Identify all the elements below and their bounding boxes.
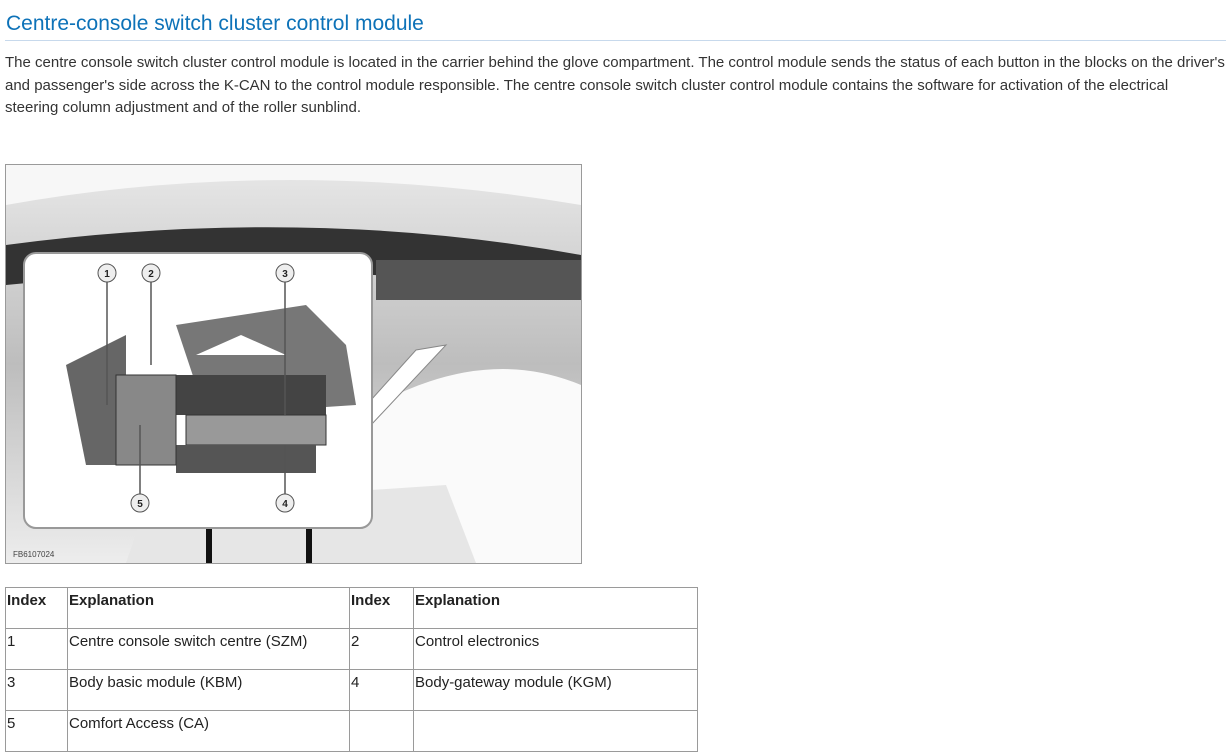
- module-location-illustration: [5, 164, 582, 564]
- explanation-cell: [414, 711, 698, 752]
- callout-4: [276, 494, 294, 512]
- index-cell: [350, 711, 414, 752]
- header-index: Index: [6, 588, 68, 629]
- description-paragraph: The centre console switch cluster control module is located in the carrier behind the glove compartment. The control module sends the status of each button in the blocks on the driver's and passenger's side across the K-CAN to the control module responsible. The centre console switch cluster control module contains the software for activation of the electrical steering column adjustment and of the roller sunblind.: [5, 54, 1225, 116]
- index-cell: 5: [6, 711, 68, 752]
- explanation-cell: Comfort Access (CA): [68, 711, 350, 752]
- svg-text:2: 2: [148, 269, 154, 280]
- table-row: [6, 670, 698, 711]
- svg-text:1: 1: [104, 269, 110, 280]
- table-row: [6, 629, 698, 670]
- svg-text:3: 3: [282, 269, 288, 280]
- index-cell: 2: [350, 629, 414, 670]
- callout-5: [131, 494, 149, 512]
- index-cell: 3: [6, 670, 68, 711]
- callout-1: [98, 264, 116, 282]
- callout-2: [142, 264, 160, 282]
- svg-text:5: 5: [137, 499, 143, 510]
- table-row: [6, 711, 698, 752]
- page-title: Centre-console switch cluster control module: [6, 12, 424, 35]
- header-explanation: Explanation: [414, 588, 698, 629]
- table-header-row: [6, 588, 698, 629]
- header-explanation: Explanation: [68, 588, 350, 629]
- index-cell: 1: [6, 629, 68, 670]
- explanation-cell: Centre console switch centre (SZM): [68, 629, 350, 670]
- header-index: Index: [350, 588, 414, 629]
- explanation-cell: Body basic module (KBM): [68, 670, 350, 711]
- callout-3: [276, 264, 294, 282]
- index-cell: 4: [350, 670, 414, 711]
- figure-code: FB6107024: [13, 550, 55, 559]
- svg-text:4: 4: [282, 499, 288, 510]
- explanation-cell: Control electronics: [414, 629, 698, 670]
- title-divider: [5, 40, 1226, 41]
- explanation-cell: Body-gateway module (KGM): [414, 670, 698, 711]
- index-table: [5, 587, 698, 752]
